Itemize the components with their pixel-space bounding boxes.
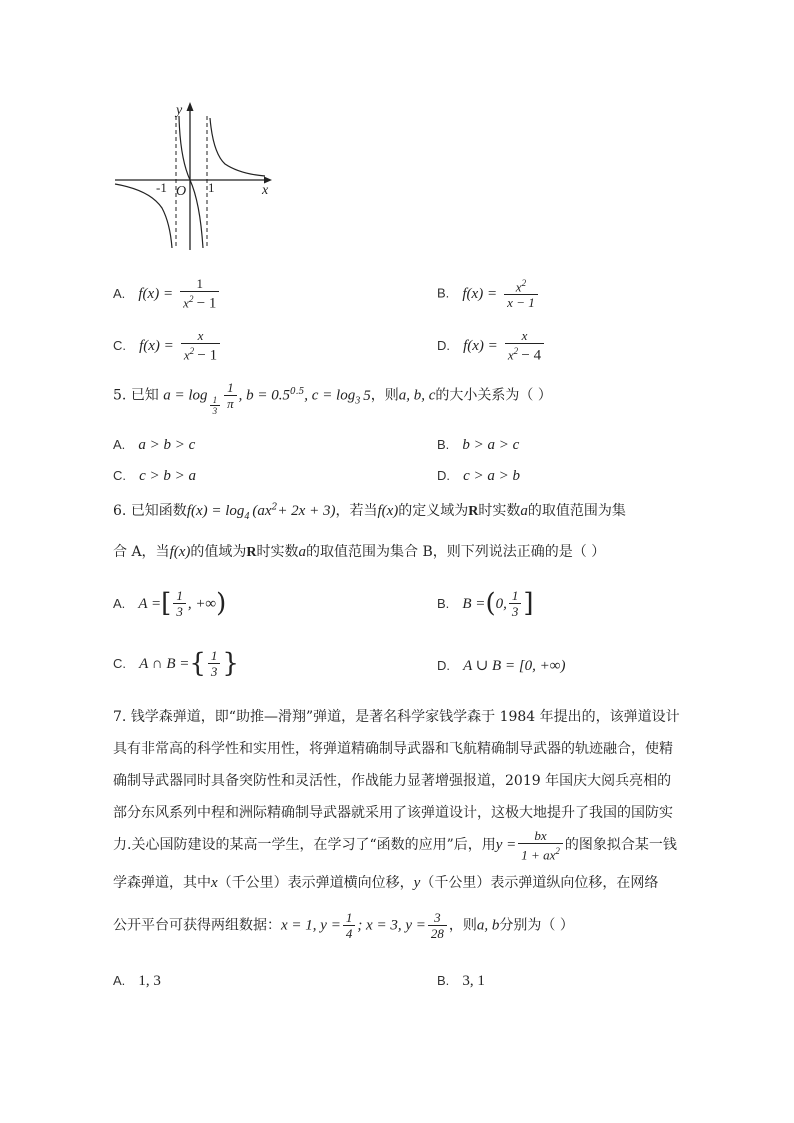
option-lhs: f(x) = <box>139 338 174 355</box>
q5-c-expr: , c = log <box>304 387 356 404</box>
q5-b-expr: , b = 0.5 <box>238 387 290 404</box>
q5-intro: 已知 <box>130 387 159 404</box>
option-text: b > a > c <box>462 437 520 453</box>
option-text: c > a > b <box>463 468 520 484</box>
option-label: C. <box>113 468 126 483</box>
q5-b-exp: 0.5 <box>289 386 305 397</box>
option-label: B. <box>437 285 450 301</box>
option-label: A. <box>113 286 126 302</box>
q4-option-a[interactable] <box>113 276 221 311</box>
q5-option-b[interactable] <box>437 434 519 454</box>
option-lhs: f(x) = <box>462 285 498 302</box>
option-label: D. <box>437 468 450 483</box>
origin-label: O <box>176 184 187 199</box>
q5-tail-text: ，则 <box>370 387 399 404</box>
q7-line6: 学森弹道，其中x（千公里）表示弹道横向位移，y（千公里）表示弹道纵向位移，在网络 <box>113 875 659 891</box>
q6-option-b[interactable]: B. B =(0, $\frac{1}{3}$ ] <box>437 588 534 619</box>
q5-c-arg: 5 <box>363 387 371 404</box>
option-lhs: f(x) = <box>463 338 498 355</box>
function-graph <box>110 98 280 258</box>
q5-option-c[interactable] <box>113 465 196 485</box>
q7-option-a[interactable] <box>113 970 161 990</box>
q5-a-arg: $\frac{1}{\pi}$ <box>224 380 237 411</box>
option-label: B. <box>437 437 450 452</box>
q6-option-a[interactable]: A. A =[ $\frac{1}{3}$ , +∞) <box>113 588 227 619</box>
option-label: A. <box>113 973 126 988</box>
q5-a-base: $\frac{1}{3}$ <box>210 395 221 416</box>
q5-number: 5. <box>113 387 127 404</box>
option-fraction: $\frac{x}{x^2 - 1}$ <box>181 328 220 363</box>
option-label: C. <box>113 656 126 671</box>
q6-option-c[interactable]: C. A ∩ B ={ $\frac{1}{3}$ } <box>113 648 239 679</box>
q5-option-d[interactable] <box>437 465 520 485</box>
q5-option-a[interactable] <box>113 434 195 454</box>
option-label: B. <box>437 596 450 611</box>
q7-line5: 力.关心国防建设的某高一学生，在学习了“函数的应用”后，用y = $\frac{bx}{1 + ax^2}$ 的图象拟合某一钱 <box>113 828 677 863</box>
option-label: A. <box>113 437 126 452</box>
q6-line2: 合 A，当f(x)的值域为R时实数a的取值范围为集合 B，则下列说法正确的是（ ） <box>113 544 606 560</box>
option-text: a > b > c <box>138 437 196 453</box>
option-fraction: $\frac{1}{x^2 - 1}$ <box>180 276 219 311</box>
q4-option-c[interactable] <box>113 328 222 363</box>
option-label: D. <box>437 338 450 354</box>
tick-label-neg-one: -1 <box>156 180 167 195</box>
q5-a-expr: a = log <box>163 387 208 404</box>
y-axis-label: y <box>176 103 183 118</box>
option-lhs: f(x) = <box>138 286 174 303</box>
option-text: A ∪ B = [0, +∞) <box>463 658 566 674</box>
tick-label-one: 1 <box>208 180 215 195</box>
curve-right-branch <box>210 118 265 176</box>
option-label: B. <box>437 973 450 988</box>
x-axis-label: x <box>262 183 269 198</box>
q4-option-d[interactable] <box>437 328 546 363</box>
option-fraction: $\frac{x^2}{x - 1}$ <box>504 276 538 310</box>
q7-line3: 确制导武器同时具备突防性和灵活性，作战能力显著增强报道，2019 年国庆大阅兵亮相的 <box>113 773 672 789</box>
q5-question: 的大小关系为（ ） <box>435 387 552 404</box>
option-fraction: $\frac{x}{x^2 - 4}$ <box>505 328 544 363</box>
q7-line4: 部分东风系列中程和洲际精确制导武器就采用了该弹道设计，这极大地提升了我国的国防实 <box>113 805 673 821</box>
curve-middle-branch <box>179 116 203 248</box>
q6-option-d[interactable] <box>437 655 566 675</box>
option-label: C. <box>113 338 126 354</box>
q7-line1: 7. 钱学森弹道，即“助推—滑翔”弹道，是著名科学家钱学森于 1984 年提出的，该弹道设计 <box>113 709 680 725</box>
q6-line1: 6. 已知函数$f(x) = \log_4 (ax^2+ 2x + 3)$，若当f(x)的定义域为R时实数a的取值范围为集 <box>113 502 626 522</box>
q4-option-b[interactable] <box>437 276 540 310</box>
q5-c-base: 3 <box>355 395 361 407</box>
option-text: c > b > a <box>139 468 196 484</box>
option-label: D. <box>437 658 450 673</box>
q7-line7: 公开平台可获得两组数据：x = 1, y = $\frac{1}{4}$ ; x = 3, y = $\frac{3}{28}$ ，则a, b分别为（ ） <box>113 910 574 941</box>
q5-stem <box>113 380 552 416</box>
y-axis-arrow <box>187 102 194 111</box>
option-text: 3, 1 <box>462 973 485 989</box>
q7-line2: 具有非常高的科学性和实用性，将弹道精确制导武器和飞航精确制导武器的轨迹融合，使精 <box>113 741 673 757</box>
q7-option-b[interactable] <box>437 970 485 990</box>
option-text: 1, 3 <box>138 973 161 989</box>
option-label: A. <box>113 596 126 611</box>
q5-vars: a, b, c <box>398 387 436 404</box>
